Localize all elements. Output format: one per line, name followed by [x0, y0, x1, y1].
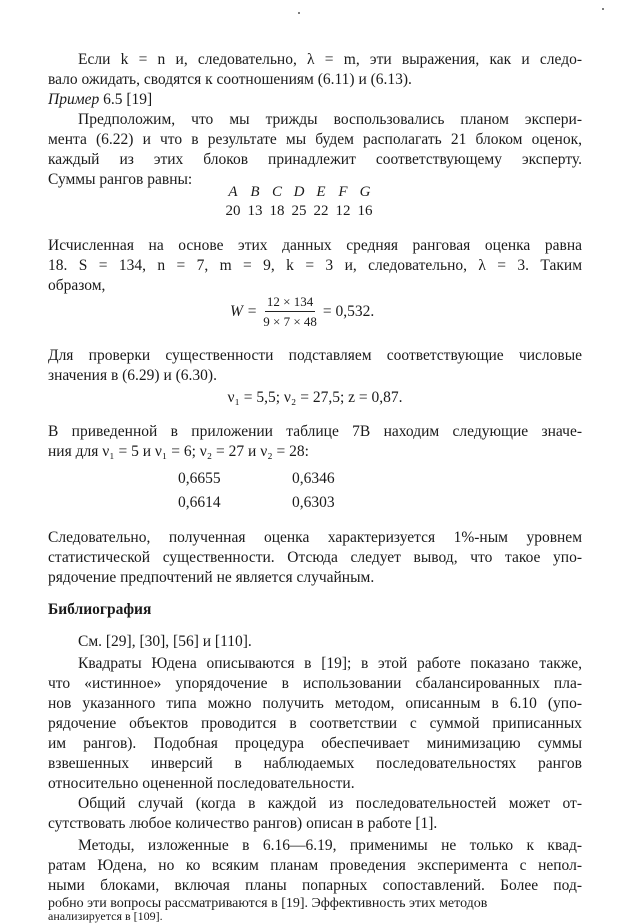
bib-para1-line-1: Квадраты Юдена описываются в [19]; в этой работе показано также, [78, 655, 582, 672]
bibliography-heading: Библиография [48, 601, 152, 618]
bib-para1-line-6: взвешенных инверсий в наблюдаемых последовательностях рангов [48, 755, 582, 772]
example-para-line-4: Суммы рангов равны: [48, 171, 193, 188]
table-value: 0,6614 [178, 494, 221, 511]
conclusion-line-1: Следовательно, полученная оценка характеризуется 1%-ным уровнем [48, 529, 582, 546]
rank-value: 16 [357, 203, 373, 219]
bib-para1-line-4: рядочение объектов проводится в соответствии с суммой приписанных [48, 715, 582, 732]
rank-value: 22 [313, 203, 329, 219]
rank-letter: C [271, 184, 282, 200]
scan-speck [602, 8, 604, 10]
calc-para-line-1: Исчисленная на основе этих данных средняя ранговая оценка равна [48, 237, 582, 254]
example-label: Пример [48, 91, 100, 108]
table-para-line-2: ния для ν₁ = 5 и ν₁ = 6; ν₂ = 27 и ν₂ = 28: [48, 443, 309, 460]
rank-letters-row [222, 184, 376, 203]
rank-value: 18 [269, 203, 285, 219]
bib-para2-line-1: Общий случай (когда в каждой из последовательностей может от- [78, 795, 582, 812]
example-para-line-1: Предположим, что мы трижды воспользовались планом экспери- [78, 111, 582, 128]
rank-letter: F [338, 184, 348, 200]
intro-line-2: вало ожидать, сводятся к соотношениям (6.11) и (6.13). [48, 71, 412, 88]
bib-para3-line-3: ными блоками, включая планы попарных сопоставлений. Более под- [48, 877, 582, 894]
scan-speck [298, 12, 300, 14]
bib-para3-line-1: Методы, изложенные в 6.16—6.19, применимы не только к квад- [78, 837, 582, 854]
w-formula-rhs: = 0,532. [322, 303, 375, 320]
rank-sums-table [222, 184, 376, 222]
rank-letter: D [293, 184, 305, 200]
conclusion-line-2: статистической существенности. Отсюда следует вывод, что такое упо- [48, 549, 582, 566]
bibliography-refs: См. [29], [30], [56] и [110]. [78, 633, 252, 650]
rank-letter: A [228, 184, 238, 200]
example-ref: 6.5 [19] [103, 91, 153, 108]
example-heading [48, 90, 582, 110]
rank-values-row [222, 203, 376, 222]
rank-value: 12 [335, 203, 351, 219]
w-numerator: 12 × 134 [265, 294, 315, 312]
bib-para3-line-5: анализируется в [109]. [48, 909, 163, 923]
w-denominator: 9 × 7 × 48 [263, 314, 317, 329]
w-formula-lhs: W = [230, 303, 258, 320]
check-para-line-1: Для проверки существенности подставляем соответствующие числовые [48, 347, 582, 364]
table-value: 0,6346 [292, 470, 335, 487]
bib-para1-line-2: что «истинное» упорядочение в использовании сбалансированных пла- [48, 675, 582, 692]
bib-para3-line-4: робно эти вопросы рассматриваются в [19]. Эффективность этих методов [48, 896, 488, 911]
intro-line-1: Если k = n и, следовательно, λ = m, эти выражения, как и следо- [78, 51, 582, 68]
w-fraction [263, 294, 317, 330]
check-para-line-2: значения в (6.29) и (6.30). [48, 367, 217, 384]
conclusion-line-3: рядочение предпочтений не является случайным. [48, 569, 375, 586]
calc-para-line-2: 18. S = 134, n = 7, m = 9, k = 3 и, следовательно, λ = 3. Таким [48, 257, 582, 274]
rank-letter: E [316, 184, 326, 200]
example-para-line-2: мента (6.22) и что в результате мы будем располагать 21 блоком оценок, [48, 131, 582, 148]
bib-para1-line-5: им рангов). Подобная процедура обеспечивает минимизацию суммы [48, 735, 582, 752]
bib-para1-line-7: относительно оцененной последовательности. [48, 775, 355, 792]
rank-value: 20 [225, 203, 241, 219]
calc-para-line-3: образом, [48, 277, 106, 294]
table-para-line-1: В приведенной в приложении таблице 7В находим следующие значе- [48, 423, 582, 440]
w-formula [230, 294, 374, 330]
example-para-line-3: каждый из этих блоков принадлежит соответствующему эксперту. [48, 151, 582, 168]
rank-value: 25 [291, 203, 307, 219]
bib-para1-line-3: нов указанного типа можно получить методом, описанным в 6.10 (упо- [48, 695, 582, 712]
table-value: 0,6655 [178, 470, 221, 487]
nu-formula: ν₁ = 5,5; ν₂ = 27,5; z = 0,87. [227, 389, 403, 406]
table-value: 0,6303 [292, 494, 335, 511]
bib-para2-line-2: сутствовать любое количество рангов) описан в работе [1]. [48, 815, 438, 832]
bib-para3-line-2: ратам Юдена, но ко всяким планам проведения эксперимента с непол- [48, 857, 582, 874]
rank-value: 13 [247, 203, 263, 219]
rank-letter: G [359, 184, 371, 200]
rank-letter: B [250, 184, 260, 200]
